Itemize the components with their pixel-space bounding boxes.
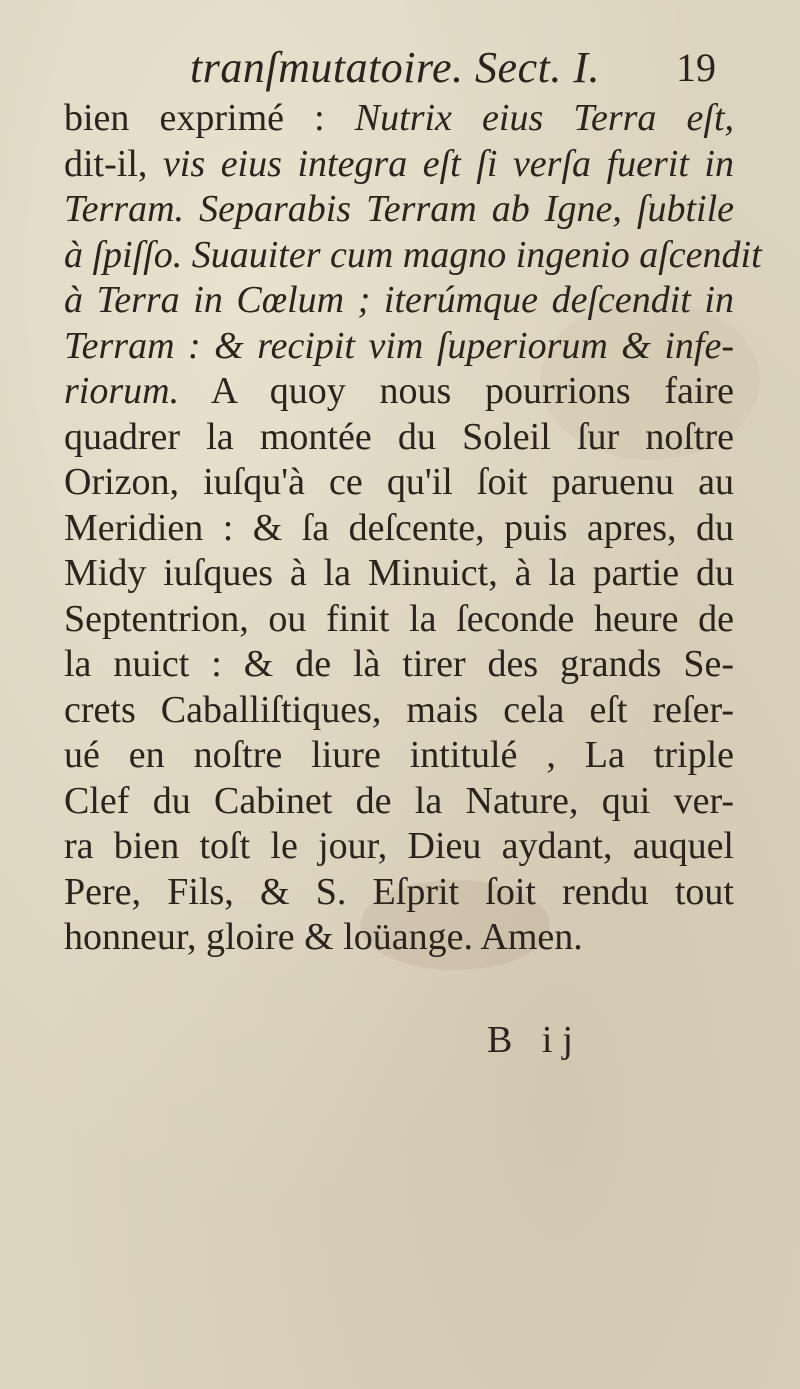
text-line: dit-il, vis eius integra eſt ſi verſa fuerit in xyxy=(64,142,734,185)
text-line: Meridien : & ſa deſcente, puis apres, du xyxy=(64,506,734,549)
text-line: bien exprimé : Nutrix eius Terra eſt, xyxy=(64,97,734,139)
text-line: riorum. A quoy nous pourrions faire xyxy=(64,370,734,412)
text-line: Septentrion, ou finit la ſeconde heure de xyxy=(64,597,734,640)
text-line: Terram. Separabis Terram ab Igne, ſubtile xyxy=(64,188,734,230)
body-text xyxy=(64,96,762,961)
text-line: honneur, gloire & loüange. Amen. xyxy=(64,916,583,958)
signature-mark: B ij xyxy=(487,1019,583,1061)
text-line: crets Caballiſtiques, mais cela eſt reſer- xyxy=(64,688,734,731)
text-line: ra bien toſt le jour, Dieu aydant, auquel xyxy=(64,825,734,867)
text-line: la nuict : & de là tirer des grands Se- xyxy=(64,643,734,685)
text-line: Clef du Cabinet de la Nature, qui ver- xyxy=(64,779,734,822)
text-line: à ſpiſſo. Suauiter cum magno ingenio aſcendit xyxy=(64,233,762,276)
text-line: Orizon, iuſqu'à ce qu'il ſoit paruenu au xyxy=(64,461,734,503)
page-number: 19 xyxy=(676,45,716,90)
text-line: quadrer la montée du Soleil ſur noſtre xyxy=(64,415,734,458)
text-line: Midy iuſques à la Minuict, à la partie du xyxy=(64,552,734,594)
text-line: Terram : & recipit vim ſuperiorum & infe- xyxy=(64,324,734,367)
text-line: Pere, Fils, & S. Eſprit ſoit rendu tout xyxy=(64,870,734,913)
running-title: tranſmutatoire. Sect. I. xyxy=(190,43,600,92)
page-header xyxy=(0,42,800,96)
text-line: ué en noſtre liure intitulé , La triple xyxy=(64,734,734,776)
text-line: à Terra in Cœlum ; iterúmque deſcendit in xyxy=(64,279,734,321)
